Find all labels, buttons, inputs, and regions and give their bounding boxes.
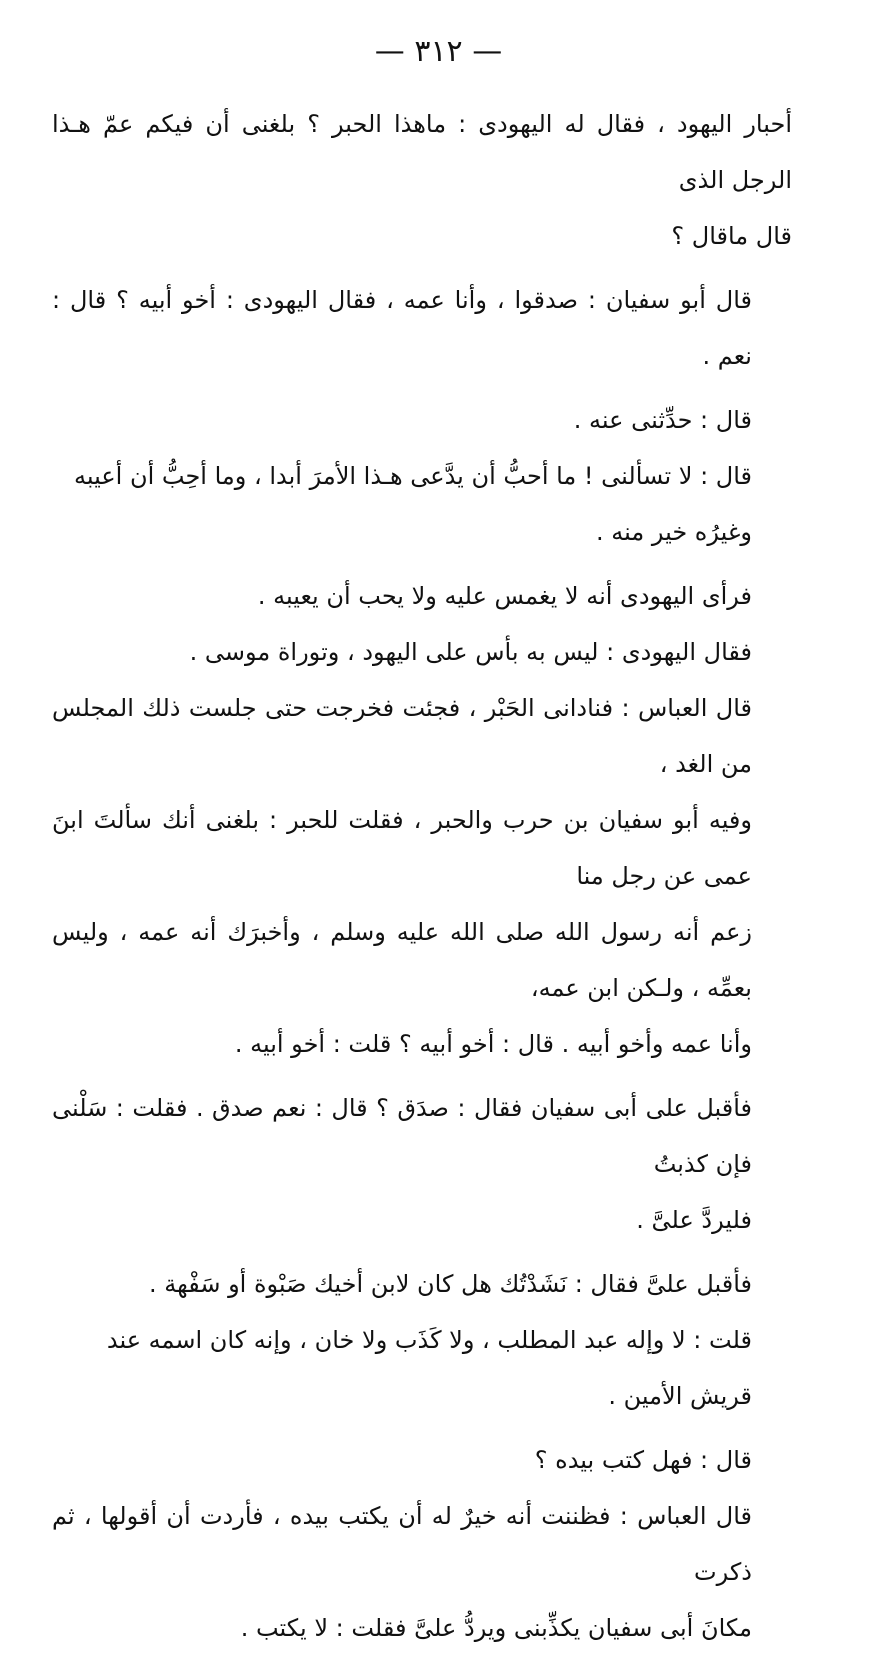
- page-number: — ٣١٢ —: [374, 34, 503, 69]
- paragraph-9: فأقبل علىَّ فقال : نَشَدْتُك هل كان لابن أخيك صَبْوة أو سَفْهة .: [149, 1270, 752, 1298]
- paragraph-2: قال أبو سفيان : صدقوا ، وأنا عمه ، فقال اليهودى : أخو أبيه ؟ قال : نعم .: [52, 286, 752, 370]
- paragraph-10: قلت : لا وإله عبد المطلب ، ولا كَذَب ولا خان ، وإنه كان اسمه عند قريش الأمين .: [106, 1326, 752, 1410]
- paragraph-7: قال العباس : فنادانى الحَبْر ، فجئت فخرجت حتى جلست ذلك المجلس من الغد ، وفيه أبو سفيان بن حرب والحبر ، فقلت للحبر : بلغنى أنك سألتَ ابنَ عمى عن رجل منا زعم أنه رسول الله صلى الله عليه وسلم ، وأخبرَك أنه عمه ، وليس بعمِّه ، ولـكن ابن عمه، وأنا عمه وأخو أبيه . قال : أخو أبيه ؟ قلت : أخو أبيه .: [52, 694, 752, 1058]
- paragraph-6: فقال اليهودى : ليس به بأس على اليهود ، وتوراة موسى .: [189, 638, 752, 666]
- paragraph-3: قال : حدِّثنى عنه .: [573, 406, 752, 434]
- paragraph-12: قال العباس : فظننت أنه خيرٌ له أن يكتب بيده ، فأردت أن أقولها ، ثم ذكرت مكانَ أبى سفيان يكذِّبنى ويردُّ علىَّ فقلت : لا يكتب .: [52, 1502, 752, 1642]
- paragraph-4: قال : لا تسألنى ! ما أحبُّ أن يدَّعى هـذا الأمرَ أبدا ، وما أحِبُّ أن أعيبه وغيرُه خير منه .: [74, 462, 752, 546]
- paragraph-1: أحبار اليهود ، فقال له اليهودى : ماهذا الحبر ؟ بلغنى أن فيكم عمّ هـذا الرجل الذى قال ماقال ؟: [52, 110, 792, 250]
- paragraph-5: فرأى اليهودى أنه لا يغمس عليه ولا يحب أن يعيبه .: [257, 582, 752, 610]
- paragraph-11: قال : فهل كتب بيده ؟: [534, 1446, 752, 1474]
- paragraph-8: فأقبل على أبى سفيان فقال : صدَق ؟ قال : نعم صدق . فقلت : سَلْنى فإن كذبتُ فليردَّ علىَّ .: [52, 1094, 752, 1234]
- body-text: [52, 96, 792, 1664]
